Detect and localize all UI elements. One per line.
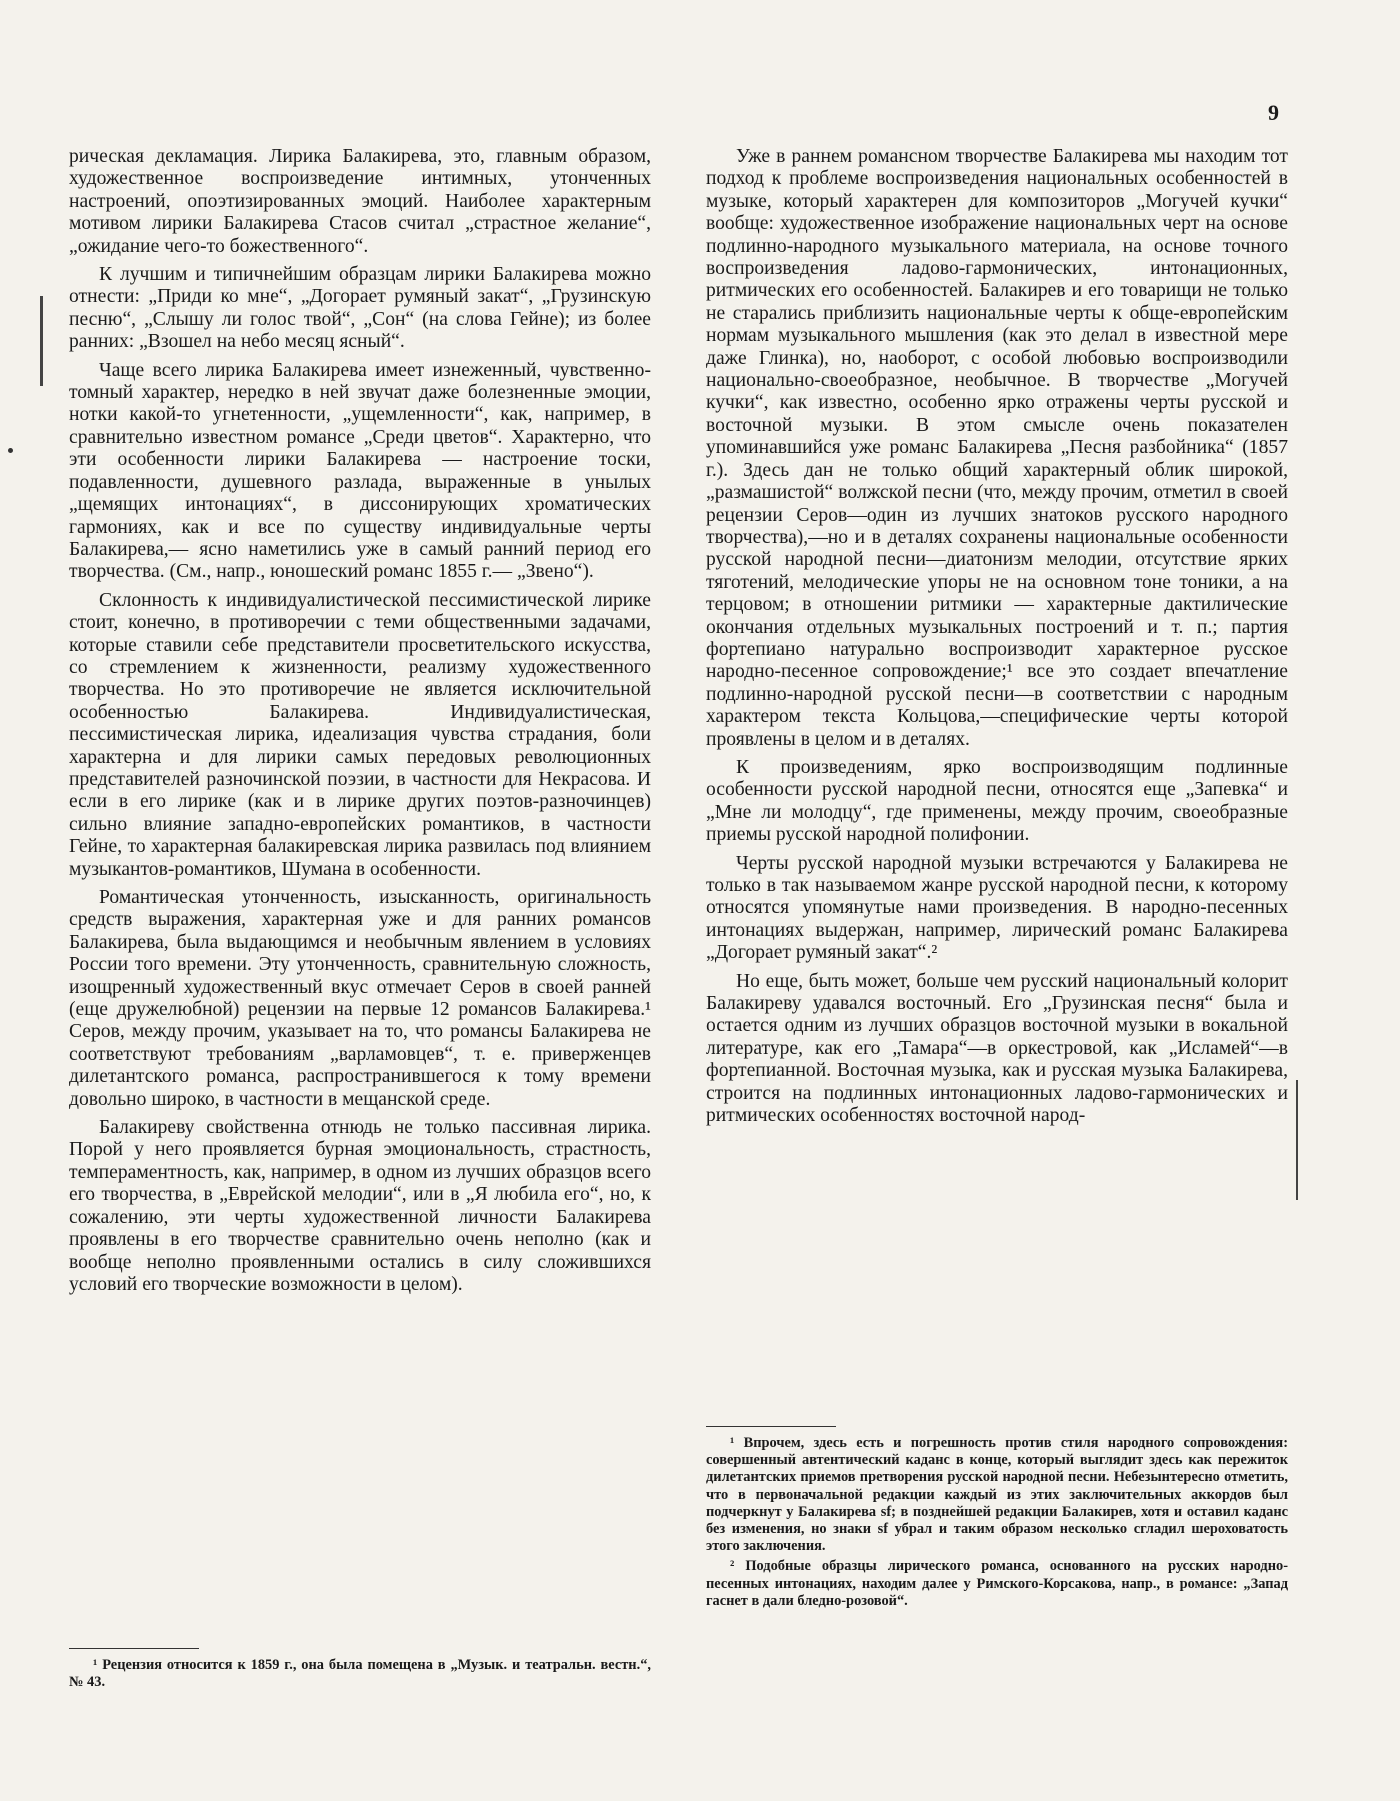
margin-mark-left	[40, 296, 43, 386]
paragraph: К лучшим и типичнейшим образцам лирики Балакирева можно отнести: „Приди ко мне“, „Догорает румяный закат“, „Грузинскую песню“, „Слышу ли голос твой“, „Сон“ (на слова Гейне); из более ранних: „Взошел на небо месяц ясный“.	[69, 264, 651, 353]
margin-mark-right	[1296, 1080, 1298, 1200]
paragraph: рическая декламация. Лирика Балакирева, это, главным образом, художественное воспроизведение интимных, утонченных настроений, опоэтизированных эмоций. Наиболее характерным мотивом лирики Балакирева Стасов считал „страстное желание“, „ожидание чего-то божественного“.	[69, 146, 651, 257]
paragraph: Чаще всего лирика Балакирева имеет изнеженный, чувственно-томный характер, нередко в ней звучат даже болезненные эмоции, нотки какой-то угнетенности, „ущемленности“, как, например, в сравнительно известном романсе „Среди цветов“. Характерно, что эти особенности лирики Балакирева — настроение тоски, подавленности, душевного разлада, выраженные в унылых „щемящих интонациях“, в диссонирующих хроматических гармониях, как и все по существу индивидуальные черты Балакирева,— ясно наметились уже в самый ранний период его творчества. (См., напр., юношеский романс 1855 г.— „Звено“).	[69, 359, 651, 583]
paragraph: Уже в раннем романсном творчестве Балакирева мы находим тот подход к проблеме воспроизведения национальных особенностей в музыке, который характерен для композиторов „Могучей кучки“ вообще: художественное изображение национальных черт на основе подлинно-народного музыкального материала, на основе точного воспроизведения ладово-гармонических, интонационных, ритмических его особенностей. Балакирев и его товарищи не только не старались приблизить национальные черты к обще-европейским нормам музыкального мышления (как это делал в известной мере даже Глинка), но, наоборот, с особой любовью воспроизводили национально-своеобразное, необычное. В творчестве „Могучей кучки“, как известно, особенно ярко отражены черты русской и восточной музыки. В этом смысле очень показателен упоминавшийся уже романс Балакирева „Песня разбойника“ (1857 г.). Здесь дан не только общий характерный облик широкой, „размашистой“ волжской песни (что, между прочим, отметил в своей рецензии Серов—один из лучших знатоков русского народного творчества),—но и в деталях сохранены национальные особенности русской народной песни—диатонизм мелодии, отсутствие ярких тяготений, мелодические упоры не на основном тоне тоники, а на терцовом; в отношении ритмики — характерные дактилические окончания отдельных музыкальных построений и т. п.; партия фортепиано натурально воспроизводит характерное русское народно-песенное сопровождение;¹ все это создает впечатление подлинно-народной русской песни—в соответствии с народным характером текста Кольцова,—специфические черты которой проявлены в целом и в деталях.	[706, 146, 1288, 750]
paragraph: Романтическая утонченность, изысканность, оригинальность средств выражения, характерная уже и для ранних романсов Балакирева, была выдающимся и необычным явлением в условиях России того времени. Эту утонченность, сравнительную сложность, изощренный художественный вкус отмечает Серов в своей ранней (еще дружелюбной) рецензии на первые 12 романсов Балакирева.¹ Серов, между прочим, указывает на то, что романсы Балакирева не соответствуют требованиям „варламовцев“, т. е. приверженцев дилетантского романса, распространившегося к тому времени довольно широко, в частности в мещанской среде.	[69, 887, 651, 1110]
footnote: ¹ Впрочем, здесь есть и погрешность против стиля народного сопровождения: совершенный автентический каданс в конце, который выглядит здесь как пережиток дилетантских приемов претворения русской народной песни. Небезынтересно отметить, что в первоначальной редакции каждый из этих заключительных аккордов был подчеркнут у Балакирева sf; в позднейшей редакции Балакирев, хотя и оставил каданс без изменения, но знаки sf убрал и таким образом несколько сгладил шероховатость этого заключения.	[706, 1435, 1288, 1555]
footnote: ¹ Рецензия относится к 1859 г., она была помещена в „Музык. и театральн. вестн.“, № 43.	[69, 1657, 651, 1691]
left-column	[69, 146, 651, 1302]
page-number: 9	[1268, 100, 1279, 125]
footnote: ² Подобные образцы лирического романса, основанного на русских народно-песенных интонациях, находим далее у Римского-Корсакова, напр., в романсе: „Запад гаснет в дали бледно-розовой“.	[706, 1558, 1288, 1609]
paragraph: Но еще, быть может, больше чем русский национальный колорит Балакиреву удавался восточный. Его „Грузинская песня“ была и остается одним из лучших образцов восточной музыки в вокальной литературе, как его „Тамара“—в оркестровой, как „Исламей“—в фортепианной. Восточная музыка, как и русская музыка Балакирева, строится на подлинных интонационных ладово-гармонических и ритмических особенностях восточной народ-	[706, 970, 1288, 1127]
paragraph: К произведениям, ярко воспроизводящим подлинные особенности русской народной песни, относятся еще „Запевка“ и „Мне ли молодцу“, где применены, между прочим, своеобразные приемы русской народной полифонии.	[706, 756, 1288, 846]
footnote-rule	[706, 1426, 836, 1427]
paragraph: Балакиреву свойственна отнюдь не только пассивная лирика. Порой у него проявляется бурная эмоциональность, страстность, темпераментность, как, например, в одном из лучших образцов всего его творчества, в „Еврейской мелодии“, или в „Я любила его“, но, к сожалению, эти черты художественной личности Балакирева проявлены в его творчестве сравнительно очень неполно (как и вообще неполно проявленными остались в силу сложившихся условий его творческие возможности в целом).	[69, 1117, 651, 1295]
paragraph: Черты русской народной музыки встречаются у Балакирева не только в так называемом жанре русской народной песни, к которому относятся упомянутые нами произведения. В народно-песенных интонациях выдержан, например, лирический романс Балакирева „Догорает румяный закат“.²	[706, 852, 1288, 964]
right-column	[706, 146, 1288, 1133]
left-footnotes	[69, 1648, 651, 1694]
stray-dot	[8, 448, 13, 453]
right-footnotes	[706, 1426, 1288, 1613]
paragraph: Склонность к индивидуалистической пессимистической лирике стоит, конечно, в противоречии с теми общественными задачами, которые ставили себе представители просветительского искусства, со стремлением к жизненности, реализму художественного творчества. Но это противоречие не является исключительной особенностью Балакирева. Индивидуалистическая, пессимистическая лирика, идеализация чувства страдания, боли характерна и для лирики самых передовых революционных представителей разночинской поэзии, в частности для Некрасова. И если в его лирике (как и в лирике других поэтов-разночинцев) сильно влияние западно-европейских романтиков, в частности Гейне, то характерная балакиревская лирика развилась под влиянием музыкантов-романтиков, Шумана в особенности.	[69, 589, 651, 880]
footnote-rule	[69, 1648, 199, 1649]
